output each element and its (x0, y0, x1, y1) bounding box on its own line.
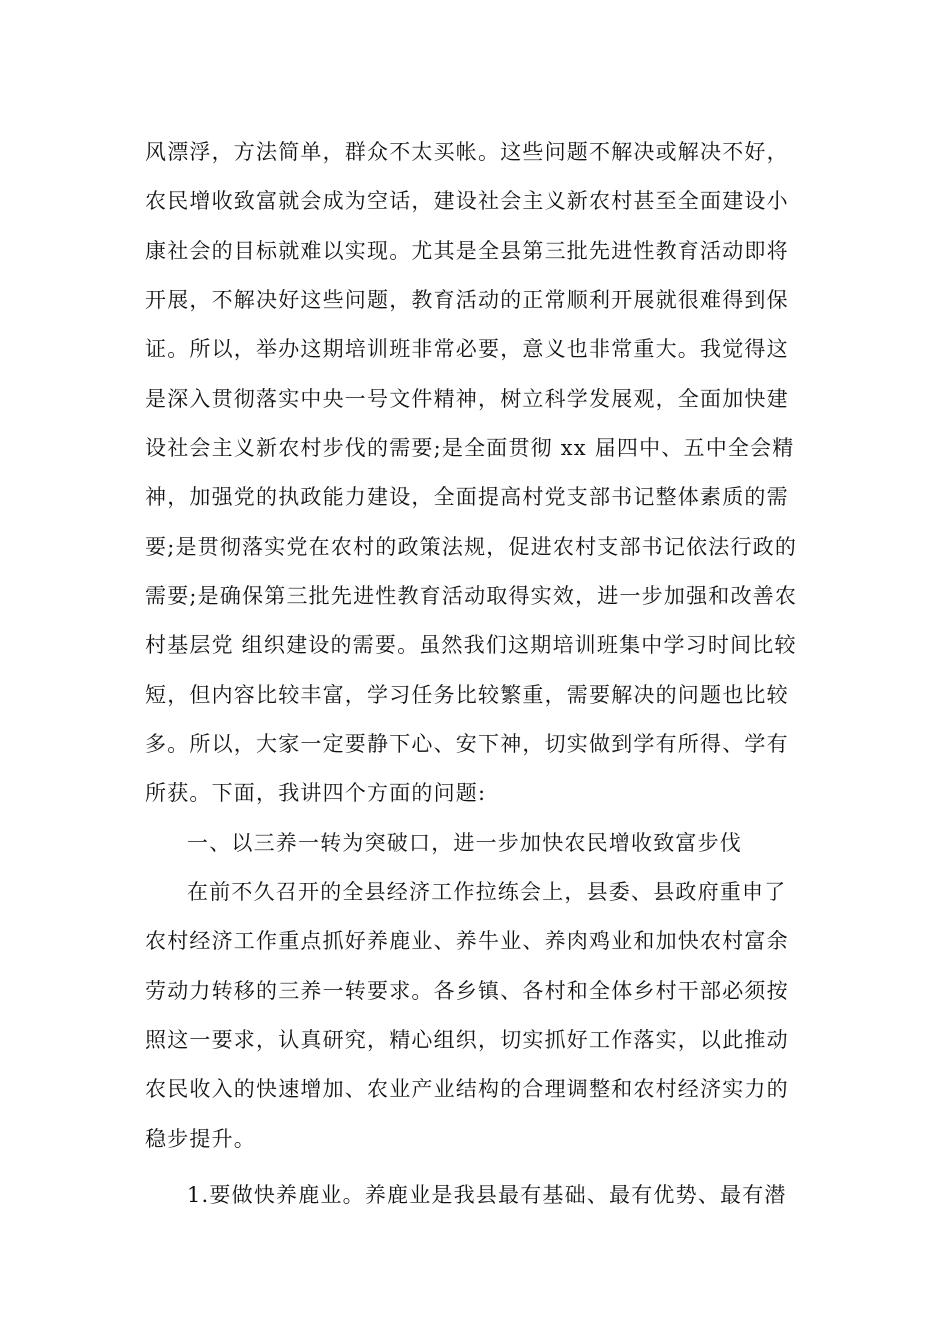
paragraph-1-line-8: 神，加强党的执政能力建设，全面提高村党支部书记整体素质的需 (145, 485, 789, 509)
paragraph-1-line-14: 所获。下面，我讲四个方面的问题: (145, 781, 487, 805)
paragraph-1-line-5: 证。所以，举办这期培训班非常必要，意义也非常重大。我觉得这 (145, 337, 789, 361)
paragraph-1-line-1: 风漂浮，方法简单，群众不太买帐。这些问题不解决或解决不好， (145, 140, 789, 164)
paragraph-2-line-2: 农村经济工作重点抓好养鹿业、养牛业、养肉鸡业和加快农村富余 (145, 929, 789, 953)
section-heading-1: 一、以三养一转为突破口，进一步加快农民增收致富步伐 (187, 831, 742, 855)
paragraph-2-line-6: 稳步提升。 (145, 1127, 256, 1151)
paragraph-2-line-1: 在前不久召开的全县经济工作拉练会上，县委、县政府重申了 (187, 880, 787, 904)
paragraph-1-line-6: 是深入贯彻落实中央一号文件精神，树立科学发展观，全面加快建 (145, 387, 789, 411)
paragraph-1-line-3: 康社会的目标就难以实现。尤其是全县第三批先进性教育活动即将 (145, 239, 789, 263)
paragraph-3-line-1: 1.要做快养鹿业。养鹿业是我县最有基础、最有优势、最有潜 (187, 1183, 787, 1207)
paragraph-1-line-10: 需要;是确保第三批先进性教育活动取得实效，进一步加强和改善农 (145, 584, 798, 608)
paragraph-1-line-7: 设社会主义新农村步伐的需要;是全面贯彻 xx 届四中、五中全会精 (145, 436, 795, 460)
paragraph-1-line-13: 多。所以，大家一定要静下心、安下神，切实做到学有所得、学有 (145, 732, 789, 756)
paragraph-1-line-12: 短，但内容比较丰富，学习任务比较繁重，需要解决的问题也比较 (145, 683, 789, 707)
paragraph-2-line-3: 劳动力转移的三养一转要求。各乡镇、各村和全体乡村干部必须按 (145, 979, 789, 1003)
paragraph-2-line-5: 农民收入的快速增加、农业产业结构的合理调整和农村经济实力的 (145, 1077, 789, 1101)
paragraph-1-line-11: 村基层党 组织建设的需要。虽然我们这期培训班集中学习时间比较 (145, 633, 797, 657)
paragraph-1-line-9: 要;是贯彻落实党在农村的政策法规，促进农村支部书记依法行政的 (145, 535, 798, 559)
paragraph-2-line-4: 照这一要求，认真研究，精心组织，切实抓好工作落实，以此推动 (145, 1028, 789, 1052)
paragraph-1-line-4: 开展，不解决好这些问题，教育活动的正常顺利开展就很难得到保 (145, 288, 789, 312)
paragraph-1-line-2: 农民增收致富就会成为空话，建设社会主义新农村甚至全面建设小 (145, 189, 789, 213)
